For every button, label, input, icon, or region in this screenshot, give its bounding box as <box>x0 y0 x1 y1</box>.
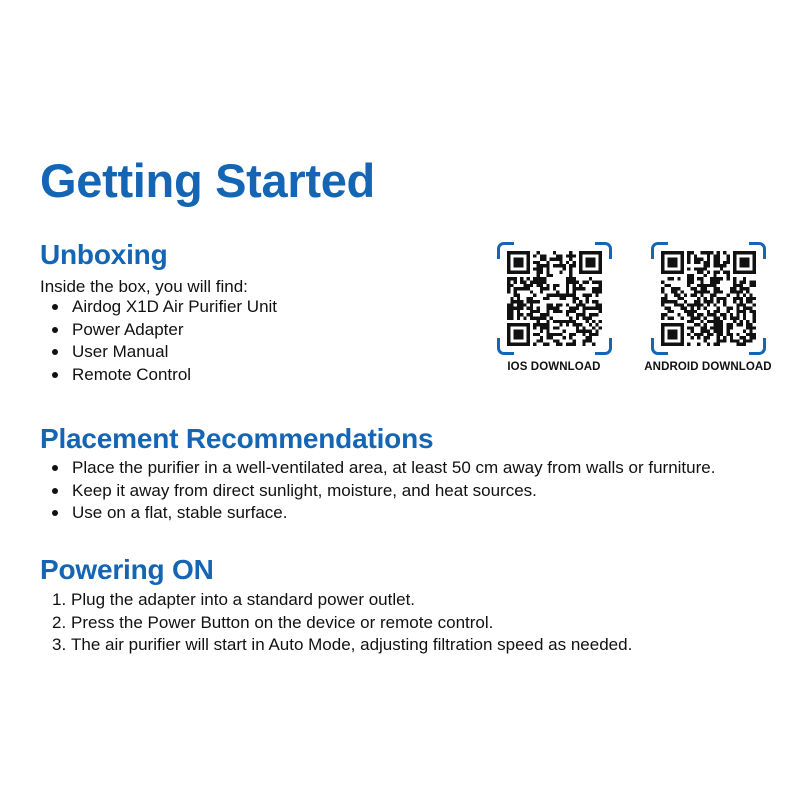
ios-download-label: IOS DOWNLOAD <box>507 361 601 373</box>
bullet-icon <box>52 465 58 471</box>
bullet-icon <box>52 327 58 333</box>
qr-code-icon[interactable] <box>661 250 756 347</box>
list-item <box>40 480 715 503</box>
powering-steps <box>40 589 632 657</box>
list-item-text: Keep it away from direct sunlight, moisture, and heat sources. <box>72 480 537 500</box>
placement-heading: Placement Recommendations <box>40 423 434 454</box>
powering-heading: Powering ON <box>40 554 214 585</box>
list-item-text: Remote Control <box>72 364 192 384</box>
bullet-icon <box>52 304 58 310</box>
step-text: Plug the adapter into a standard power outlet. <box>71 590 416 609</box>
qr-frame <box>651 242 766 355</box>
placement-list <box>40 457 715 525</box>
list-item <box>40 364 277 387</box>
android-download-label: ANDROID DOWNLOAD <box>644 361 772 373</box>
step-number: 2. <box>52 612 67 632</box>
page-title: Getting Started <box>40 154 375 207</box>
step-item <box>40 589 632 612</box>
unboxing-heading: Unboxing <box>40 239 168 270</box>
list-item-text: Place the purifier in a well-ventilated area, at least 50 cm away from walls or furniture. <box>72 458 716 477</box>
step-item <box>40 634 632 657</box>
bullet-icon <box>52 349 58 355</box>
list-item-text: Power Adapter <box>72 319 184 339</box>
list-item <box>40 319 277 342</box>
step-text: Press the Power Button on the device or remote control. <box>71 612 494 632</box>
step-item <box>40 612 632 635</box>
unboxing-intro: Inside the box, you will find: <box>40 277 248 296</box>
step-number: 1. <box>52 590 67 609</box>
list-item <box>40 457 715 480</box>
step-text: The air purifier will start in Auto Mode, adjusting filtration speed as needed. <box>71 635 633 654</box>
qr-frame <box>497 242 612 355</box>
ios-download[interactable] <box>489 242 619 373</box>
list-item <box>40 502 715 525</box>
list-item <box>40 341 277 364</box>
list-item-text: Airdog X1D Air Purifier Unit <box>72 297 278 316</box>
step-number: 3. <box>52 635 67 654</box>
bullet-icon <box>52 372 58 378</box>
android-download[interactable] <box>643 242 773 373</box>
list-item-text: User Manual <box>72 342 169 361</box>
list-item-text: Use on a flat, stable surface. <box>72 503 288 522</box>
qr-code-icon[interactable] <box>507 250 602 347</box>
unboxing-list <box>40 296 277 386</box>
bullet-icon <box>52 510 58 516</box>
bullet-icon <box>52 488 58 494</box>
list-item <box>40 296 277 319</box>
